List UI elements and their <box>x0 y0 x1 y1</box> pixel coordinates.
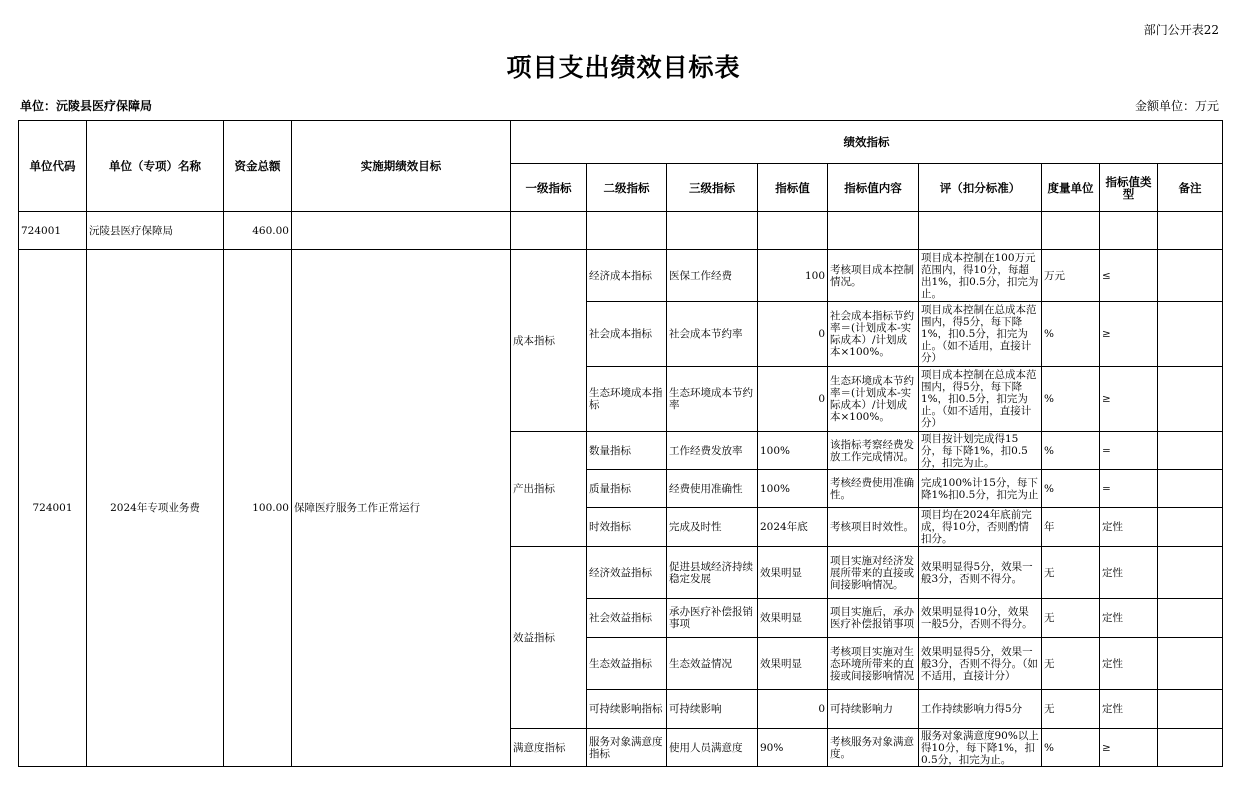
content-cell <box>828 690 919 729</box>
content-cell <box>828 250 919 302</box>
project-goal: 保障医疗服务工作正常运行 <box>292 250 511 767</box>
level2-cell: 数量指标 <box>587 432 667 470</box>
header-perf-indicators: 绩效指标 <box>511 121 1223 164</box>
project-funds: 100.00 <box>224 250 292 767</box>
content-text: 考核服务对象满意度。 <box>830 735 914 760</box>
level3-cell: 社会成本节约率 <box>667 302 758 367</box>
level3-cell: 承办医疗补偿报销事项 <box>667 599 758 638</box>
value-cell: 100 <box>758 250 828 302</box>
level3-cell: 生态效益情况 <box>667 638 758 690</box>
level2-cell: 经济效益指标 <box>587 547 667 599</box>
unit-cell: 无 <box>1042 690 1100 729</box>
header-remarks: 备注 <box>1158 164 1223 212</box>
header-level3: 三级指标 <box>667 164 758 212</box>
level2-cell: 时效指标 <box>587 508 667 547</box>
value-cell: 100% <box>758 470 828 508</box>
unit-cell: % <box>1042 367 1100 432</box>
level2-cell: 质量指标 <box>587 470 667 508</box>
value-cell: 0 <box>758 367 828 432</box>
scoring-cell <box>919 367 1042 432</box>
value-cell: 2024年底 <box>758 508 828 547</box>
value-cell: 0 <box>758 302 828 367</box>
remarks-cell <box>1158 250 1223 302</box>
level3-cell: 促进县域经济持续稳定发展 <box>667 547 758 599</box>
summary-code: 724001 <box>19 212 87 250</box>
value-cell: 90% <box>758 729 828 767</box>
unit-cell: 无 <box>1042 547 1100 599</box>
summary-row <box>19 212 1223 250</box>
header-value: 指标值 <box>758 164 828 212</box>
type-cell: ≥ <box>1100 302 1158 367</box>
performance-table <box>18 120 1223 767</box>
level3-cell: 医保工作经费 <box>667 250 758 302</box>
group-benefit: 效益指标 <box>511 547 587 729</box>
level3-cell: 使用人员满意度 <box>667 729 758 767</box>
value-cell: 0 <box>758 690 828 729</box>
remarks-cell <box>1158 729 1223 767</box>
content-text: 项目实施对经济发展所带来的直接或间接影响情况。 <box>830 554 914 591</box>
value-cell: 效果明显 <box>758 599 828 638</box>
unit-cell: 无 <box>1042 638 1100 690</box>
header-goal: 实施期绩效目标 <box>292 121 511 212</box>
value-cell: 效果明显 <box>758 638 828 690</box>
scoring-text: 项目成本控制在100万元范围内，得10分，每超出1%，扣0.5分，扣完为止。 <box>921 251 1039 300</box>
level2-cell: 生态效益指标 <box>587 638 667 690</box>
value-cell: 100% <box>758 432 828 470</box>
type-cell: 定性 <box>1100 690 1158 729</box>
content-cell <box>828 508 919 547</box>
scoring-text: 工作持续影响力得5分 <box>921 703 1023 715</box>
remarks-cell <box>1158 599 1223 638</box>
unit-cell: % <box>1042 470 1100 508</box>
header-level2: 二级指标 <box>587 164 667 212</box>
level3-cell: 可持续影响 <box>667 690 758 729</box>
content-cell <box>828 547 919 599</box>
unit-cell: 无 <box>1042 599 1100 638</box>
table-number-label: 部门公开表22 <box>1143 23 1219 37</box>
header-unit-name: 单位（专项）名称 <box>87 121 224 212</box>
type-cell: 定性 <box>1100 638 1158 690</box>
scoring-text: 项目均在2024年底前完成，得10分，否则酌情扣分。 <box>921 509 1032 545</box>
content-cell <box>828 638 919 690</box>
header-level1: 一级指标 <box>511 164 587 212</box>
value-cell: 效果明显 <box>758 547 828 599</box>
remarks-cell <box>1158 367 1223 432</box>
type-cell: = <box>1100 432 1158 470</box>
summary-funds: 460.00 <box>224 212 292 250</box>
scoring-cell <box>919 729 1042 767</box>
content-text: 该指标考察经费发放工作完成情况。 <box>830 438 914 463</box>
unit-cell: % <box>1042 729 1100 767</box>
group-satisfaction: 满意度指标 <box>511 729 587 767</box>
type-cell: 定性 <box>1100 547 1158 599</box>
scoring-cell <box>919 599 1042 638</box>
table-row <box>19 250 1223 302</box>
content-text: 考核项目实施对生态环境所带来的直接或间接影响情况 <box>830 645 914 682</box>
header-total-funds: 资金总额 <box>224 121 292 212</box>
scoring-cell <box>919 250 1042 302</box>
content-cell <box>828 302 919 367</box>
scoring-text: 完成100%计15分，每下降1%扣0.5分，扣完为止 <box>921 476 1039 501</box>
content-cell <box>828 367 919 432</box>
type-cell: ≥ <box>1100 729 1158 767</box>
scoring-cell <box>919 432 1042 470</box>
remarks-cell <box>1158 638 1223 690</box>
type-cell: = <box>1100 470 1158 508</box>
content-cell <box>828 470 919 508</box>
level2-cell: 服务对象满意度指标 <box>587 729 667 767</box>
header-content: 指标值内容 <box>828 164 919 212</box>
content-cell <box>828 432 919 470</box>
scoring-text: 效果明显得5分，效果一般3分，否则不得分。 <box>921 560 1033 585</box>
page-title: 项目支出绩效目标表 <box>506 53 741 82</box>
type-cell: 定性 <box>1100 599 1158 638</box>
header-measure-unit: 度量单位 <box>1042 164 1100 212</box>
content-text: 生态环境成本节约率＝(计划成本-实际成本）/计划成本×100%。 <box>830 375 914 423</box>
scoring-text: 项目成本控制在总成本范围内，得5分，每下降1%，扣0.5分，扣完为止。（如不适用，直接计分） <box>921 304 1037 364</box>
summary-name: 沅陵县医疗保障局 <box>87 212 224 250</box>
scoring-text: 项目成本控制在总成本范围内，得5分，每下降1%，扣0.5分，扣完为止。（如不适用，直接计分） <box>921 369 1037 429</box>
amount-unit-label: 金额单位：万元 <box>1134 99 1219 113</box>
scoring-cell <box>919 508 1042 547</box>
remarks-cell <box>1158 470 1223 508</box>
content-text: 考核项目时效性。 <box>830 521 914 533</box>
level3-cell: 经费使用准确性 <box>667 470 758 508</box>
remarks-cell <box>1158 547 1223 599</box>
project-code: 724001 <box>19 250 87 767</box>
type-cell: ≥ <box>1100 367 1158 432</box>
level3-cell: 生态环境成本节约率 <box>667 367 758 432</box>
remarks-cell <box>1158 508 1223 547</box>
unit-cell: % <box>1042 432 1100 470</box>
project-name: 2024年专项业务费 <box>87 250 224 767</box>
level2-cell: 经济成本指标 <box>587 250 667 302</box>
type-cell: 定性 <box>1100 508 1158 547</box>
unit-cell: % <box>1042 302 1100 367</box>
scoring-text: 效果明显得5分，效果一般3分，否则不得分。（如不适用，直接计分） <box>921 645 1038 682</box>
level2-cell: 社会效益指标 <box>587 599 667 638</box>
content-text: 考核经费使用准确性。 <box>830 476 914 501</box>
unit-cell: 万元 <box>1042 250 1100 302</box>
level2-cell: 可持续影响指标 <box>587 690 667 729</box>
level2-cell: 社会成本指标 <box>587 302 667 367</box>
remarks-cell <box>1158 302 1223 367</box>
scoring-cell <box>919 547 1042 599</box>
remarks-cell <box>1158 432 1223 470</box>
level2-cell: 生态环境成本指标 <box>587 367 667 432</box>
group-output: 产出指标 <box>511 432 587 547</box>
scoring-cell <box>919 470 1042 508</box>
level3-cell: 工作经费发放率 <box>667 432 758 470</box>
remarks-cell <box>1158 690 1223 729</box>
content-text: 项目实施后，承办医疗补偿报销事项 <box>830 606 914 630</box>
group-cost: 成本指标 <box>511 250 587 432</box>
header-scoring: 评（扣分标准） <box>919 164 1042 212</box>
scoring-text: 效果明显得10分，效果一般5分，否则不得分。 <box>921 606 1033 630</box>
scoring-text: 项目按计划完成得15分，每下降1%，扣0.5分，扣完为止。 <box>921 432 1028 469</box>
header-value-type: 指标值类型 <box>1100 164 1158 212</box>
scoring-cell <box>919 302 1042 367</box>
content-cell <box>828 599 919 638</box>
scoring-cell <box>919 690 1042 729</box>
unit-label: 单位：沅陵县医疗保障局 <box>20 99 153 113</box>
unit-cell: 年 <box>1042 508 1100 547</box>
scoring-cell <box>919 638 1042 690</box>
content-text: 可持续影响力 <box>830 703 893 715</box>
content-cell <box>828 729 919 767</box>
level3-cell: 完成及时性 <box>667 508 758 547</box>
type-cell: ≤ <box>1100 250 1158 302</box>
content-text: 社会成本指标节约率＝(计划成本-实际成本）/计划成本×100%。 <box>830 310 914 358</box>
header-unit-code: 单位代码 <box>19 121 87 212</box>
content-text: 考核项目成本控制情况。 <box>830 263 914 288</box>
scoring-text: 服务对象满意度90%以上得10分，每下降1%，扣0.5分，扣完为止。 <box>921 729 1039 766</box>
